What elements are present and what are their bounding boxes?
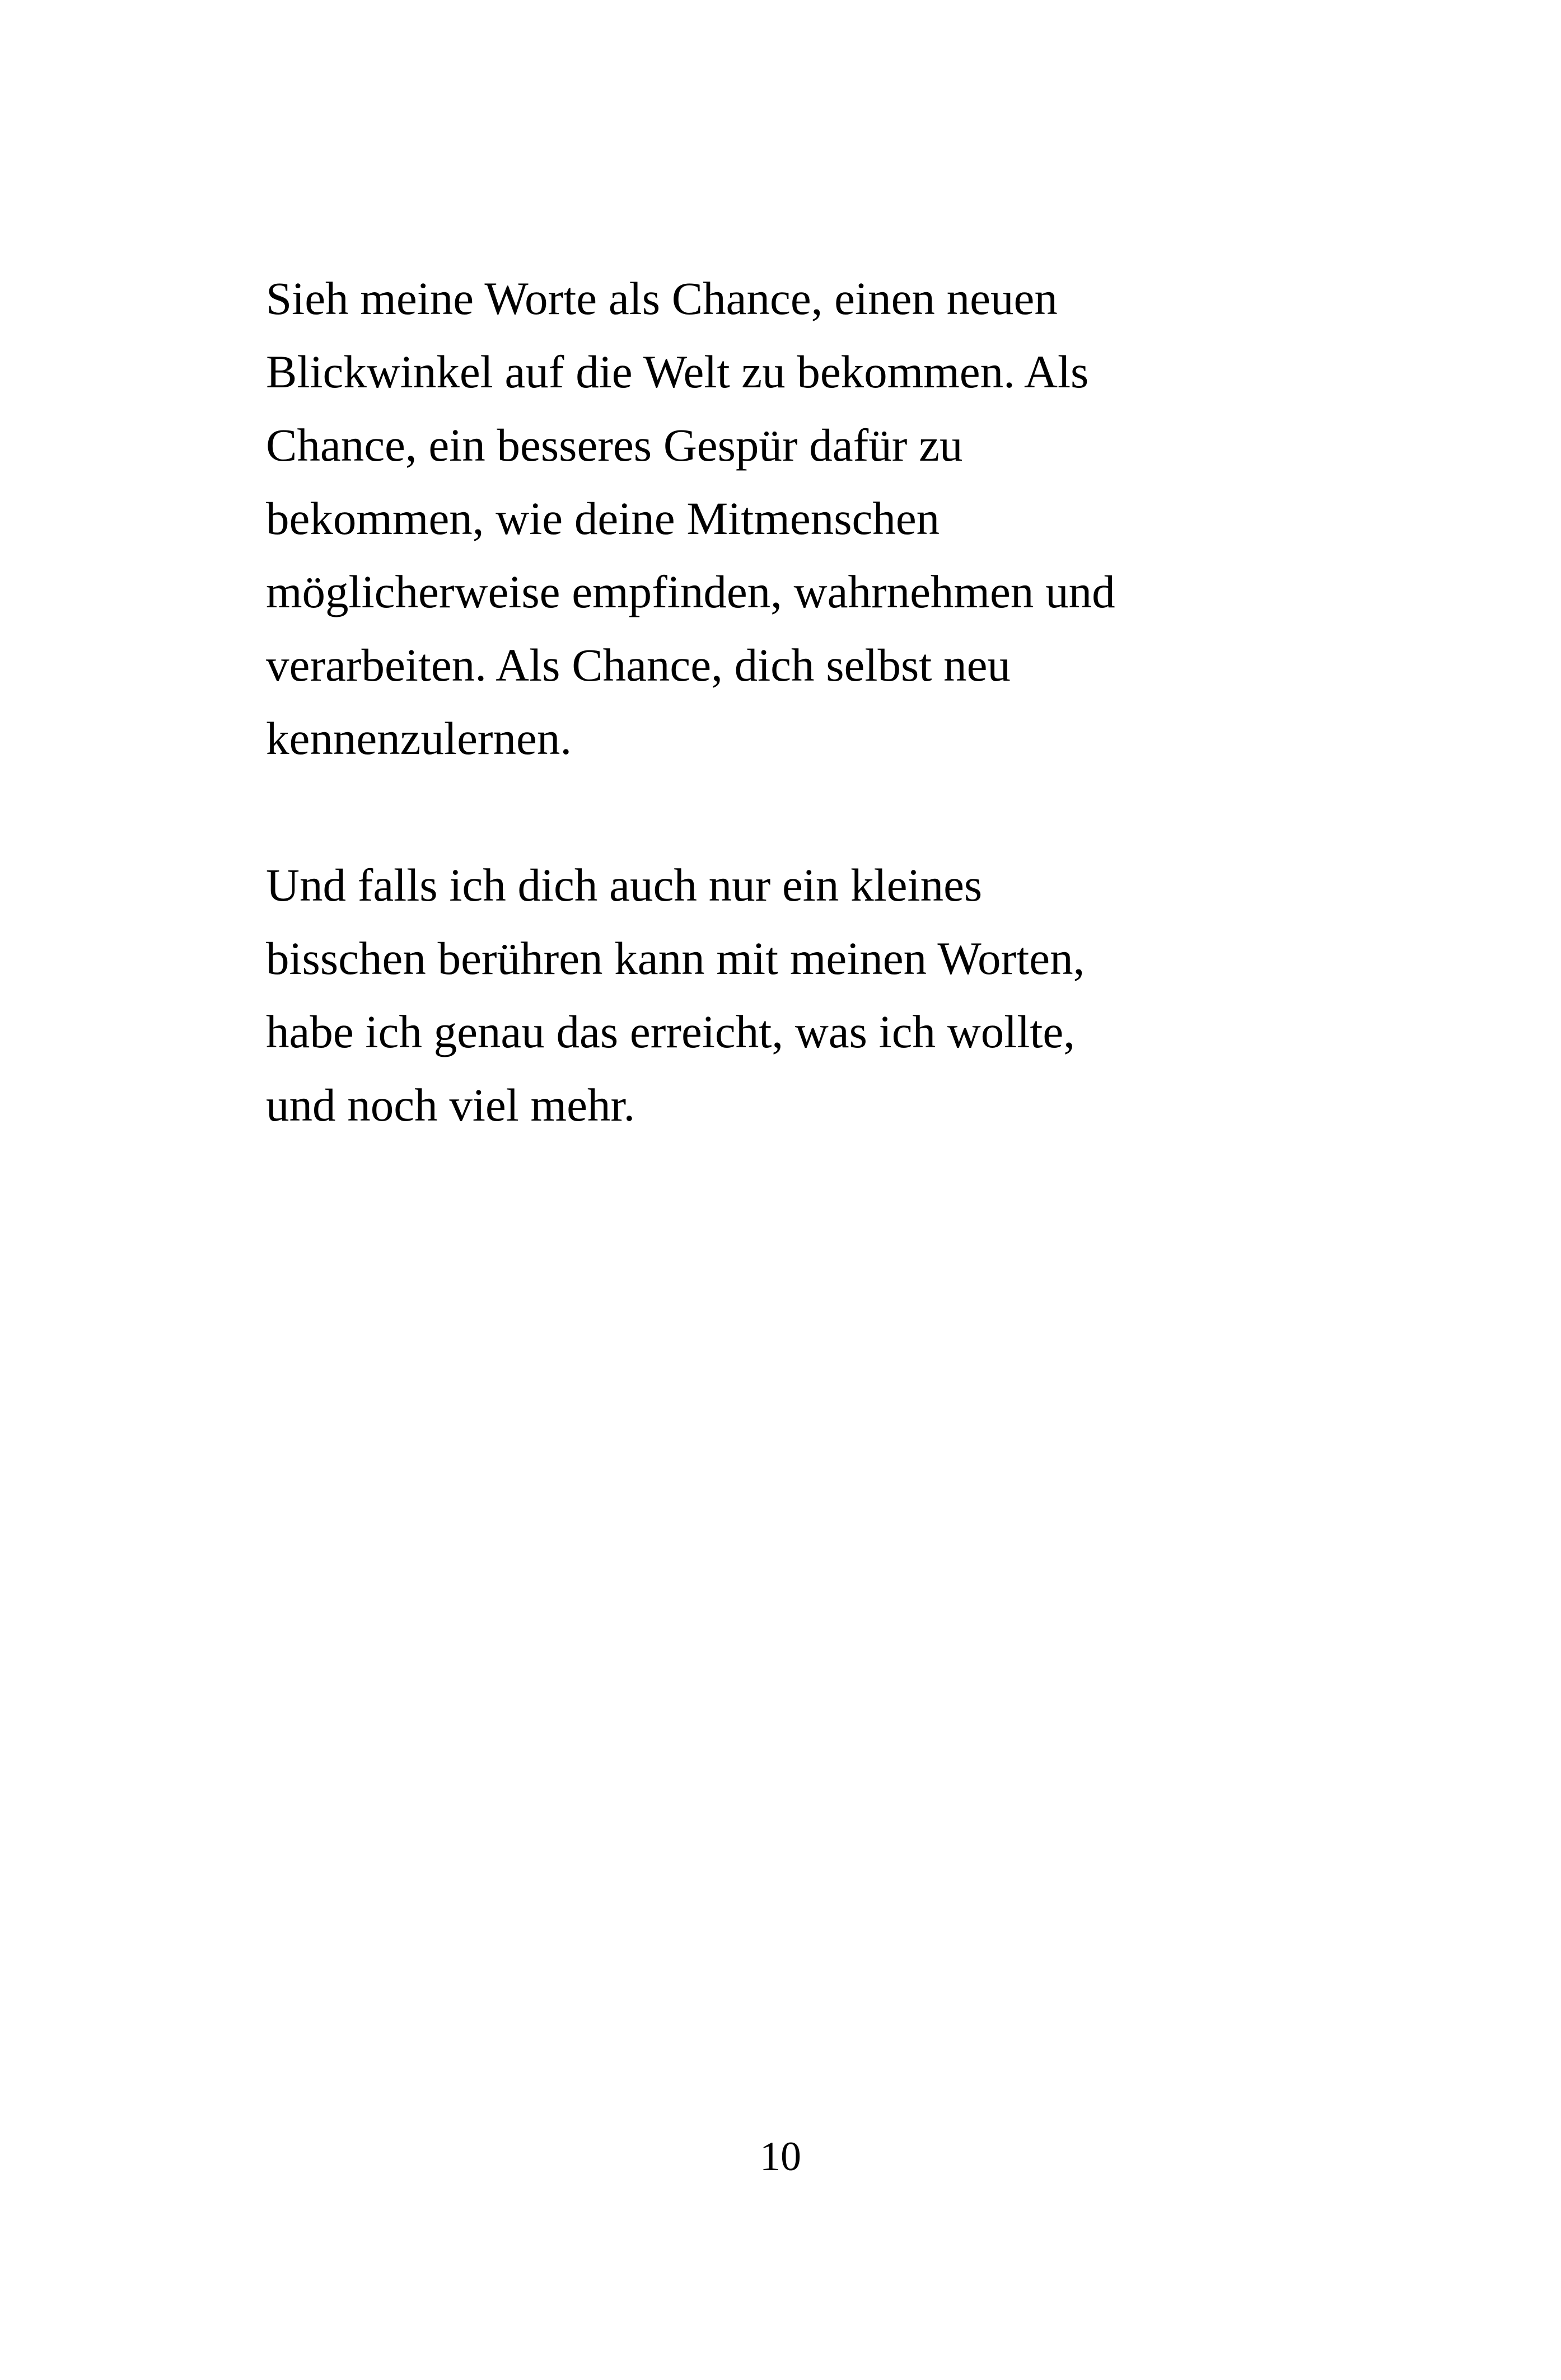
text-line: Blickwinkel auf die Welt zu bekommen. Als	[266, 346, 1089, 397]
paragraph-2	[266, 849, 1358, 1142]
text-line: Sieh meine Worte als Chance, einen neuen	[266, 273, 1058, 324]
text-line: habe ich genau das erreicht, was ich wollte,	[266, 1006, 1076, 1057]
text-line: Und falls ich dich auch nur ein kleines	[266, 859, 983, 911]
text-line: und noch viel mehr.	[266, 1079, 635, 1131]
text-line: bisschen berühren kann mit meinen Worten,	[266, 933, 1085, 984]
paragraph-1	[266, 262, 1358, 775]
text-line: verarbeiten. Als Chance, dich selbst neu	[266, 639, 1011, 691]
page-body	[266, 262, 1358, 1142]
text-line: kennenzulernen.	[266, 713, 572, 764]
text-line: Chance, ein besseres Gespür dafür zu	[266, 419, 963, 471]
text-line: möglicherweise empfinden, wahrnehmen und	[266, 566, 1115, 617]
text-line: bekommen, wie deine Mitmenschen	[266, 493, 940, 544]
page-number: 10	[760, 2134, 801, 2180]
